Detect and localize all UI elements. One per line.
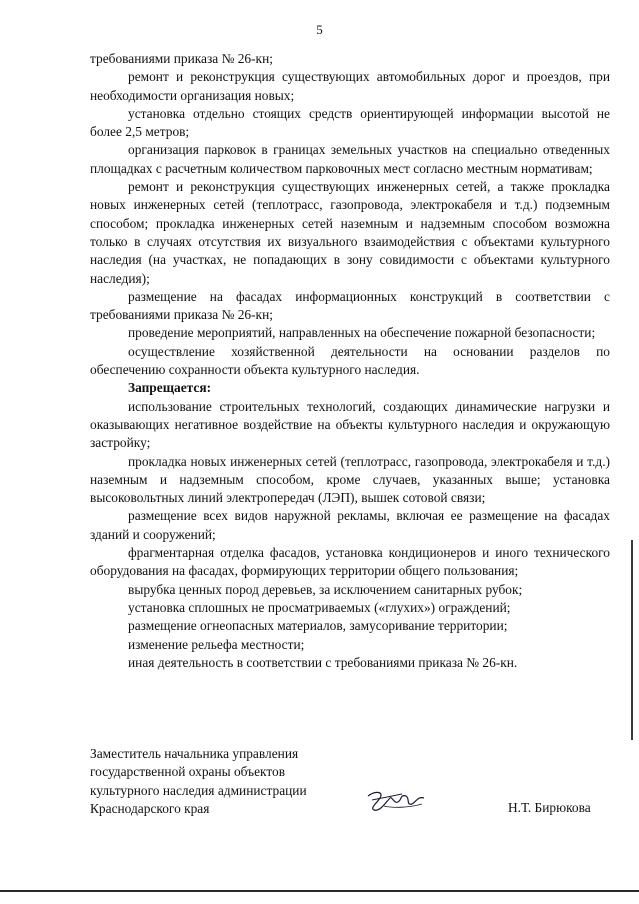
signatory-title-line: государственной охраны объектов bbox=[90, 764, 286, 780]
paragraph: организация парковок в границах земельных участков на специально отведенных площадках с расчетным количеством парковочных мест согласно местным нормативам; bbox=[90, 142, 610, 176]
document-body bbox=[90, 50, 610, 672]
paragraph: размещение огнеопасных материалов, замусоривание территории; bbox=[128, 618, 508, 634]
paragraph: проведение мероприятий, направленных на обеспечение пожарной безопасности; bbox=[128, 325, 596, 341]
paragraph: фрагментарная отделка фасадов, установка кондиционеров и иного технического оборудования на фасадах, формирующих территории общего пользования; bbox=[90, 545, 610, 579]
signatory-title-line: Краснодарского края bbox=[90, 800, 210, 816]
paragraph: ремонт и реконструкция существующих инженерных сетей, а также прокладка новых инженерных сетей (теплотрасс, газопровода, электрокабеля и т.д.) подземным способом; прокладка инженерных сетей наземным и надземным способом возможна только в случаях отсутствия их визуального взаимодействия с объектами культурного наследия (на участках, не попадающих в зону совидимости с объектами культурного наследия); bbox=[90, 179, 610, 286]
page-number: 5 bbox=[316, 22, 323, 37]
paragraph: ремонт и реконструкция существующих автомобильных дорог и проездов, при необходимости организация новых; bbox=[90, 69, 610, 103]
paragraph: установка сплошных не просматриваемых («глухих») ограждений; bbox=[128, 599, 511, 615]
signer-name: Н.Т. Бирюкова bbox=[508, 800, 591, 815]
paragraph: изменение рельефа местности; bbox=[128, 636, 305, 652]
paragraph: вырубка ценных пород деревьев, за исключением санитарных рубок; bbox=[128, 581, 523, 597]
paragraph: размещение всех видов наружной рекламы, включая ее размещение на фасадах зданий и сооружений; bbox=[90, 508, 610, 542]
scan-edge-mark bbox=[631, 540, 633, 740]
paragraph: иная деятельность в соответствии с требованиями приказа № 26-кн. bbox=[128, 654, 518, 670]
signatory-title-line: культурного наследия администрации bbox=[90, 782, 307, 798]
handwritten-signature bbox=[362, 782, 432, 818]
prohibited-heading: Запрещается: bbox=[128, 380, 212, 396]
scan-edge-line bbox=[0, 890, 639, 892]
paragraph: прокладка новых инженерных сетей (теплотрасс, газопровода, электрокабеля и т.д.) наземным и надземным способом, кроме случаев, указанных выше; установка высоковольтных линий электропередач (ЛЭП), вышек сотовой связи; bbox=[90, 453, 610, 506]
paragraph: использование строительных технологий, создающих динамические нагрузки и оказывающих негативное воздействие на объекты культурного наследия и окружающую застройку; bbox=[90, 398, 610, 451]
paragraph: установка отдельно стоящих средств ориентирующей информации высотой не более 2,5 метров; bbox=[90, 105, 610, 140]
paragraph: осуществление хозяйственной деятельности на основании разделов по обеспечению сохранности объекта культурного наследия. bbox=[90, 343, 610, 378]
signatory-title-line: Заместитель начальника управления bbox=[90, 746, 299, 761]
paragraph: требованиями приказа № 26-кн; bbox=[90, 51, 273, 66]
paragraph: размещение на фасадах информационных конструкций в соответствии с требованиями приказа № 26-кн; bbox=[90, 288, 610, 323]
